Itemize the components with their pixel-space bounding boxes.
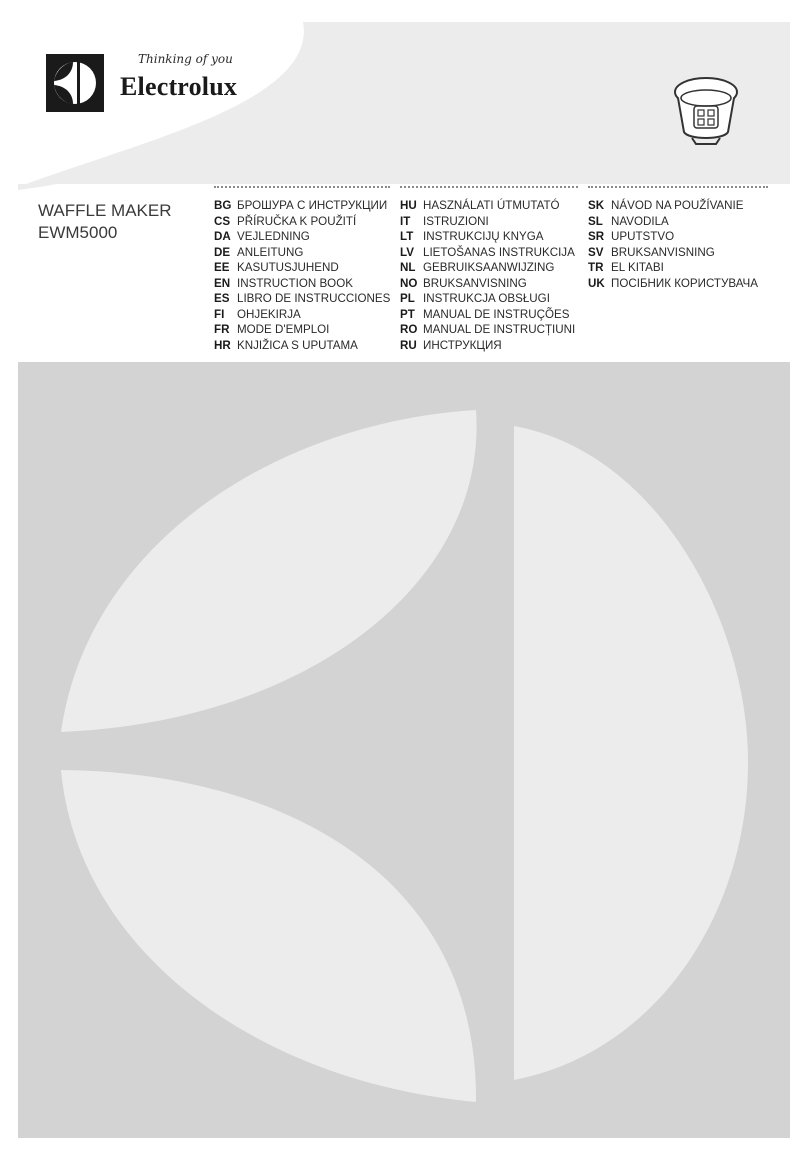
language-label: UPUTSTVO	[611, 230, 675, 243]
product-type: WAFFLE MAKER	[38, 201, 172, 220]
language-code: FR	[214, 323, 230, 336]
language-code: SK	[588, 199, 605, 212]
language-code: ES	[214, 292, 230, 305]
language-code: HU	[400, 199, 417, 212]
language-label: EL KITABI	[611, 261, 664, 274]
language-code: RO	[400, 323, 418, 336]
language-row	[214, 338, 390, 354]
language-row	[214, 276, 390, 292]
language-row	[214, 291, 390, 307]
product-title	[38, 200, 172, 244]
language-code: LT	[400, 230, 414, 243]
brand-tagline: Thinking of you	[138, 52, 233, 66]
language-row	[214, 245, 390, 261]
language-row	[214, 307, 390, 323]
language-label: INSTRUKCJA OBSŁUGI	[423, 292, 550, 305]
language-row	[588, 245, 768, 261]
language-label: ISTRUZIONI	[423, 214, 489, 228]
language-label: BRUKSANVISNING	[611, 245, 715, 259]
language-label: KNJIŽICA S UPUTAMA	[237, 338, 358, 352]
electrolux-logo-icon	[46, 54, 104, 112]
language-column-3	[588, 186, 768, 291]
language-row	[588, 229, 768, 245]
language-label: VEJLEDNING	[237, 230, 310, 243]
language-label: ПОСІБНИК КОРИСТУВАЧА	[611, 276, 759, 290]
language-code: TR	[588, 261, 604, 274]
brand-name: Electrolux	[120, 72, 238, 101]
language-row	[400, 307, 578, 323]
language-code: DA	[214, 230, 231, 243]
divider	[214, 186, 390, 188]
language-row	[400, 322, 578, 338]
language-row	[400, 338, 578, 354]
language-column-1	[214, 186, 390, 353]
language-code: SV	[588, 245, 604, 259]
language-label: BRUKSANVISNING	[423, 276, 527, 290]
language-row	[400, 276, 578, 292]
divider	[400, 186, 578, 188]
language-row	[400, 291, 578, 307]
language-code: IT	[400, 214, 411, 228]
language-code: DE	[214, 245, 231, 259]
language-code: FI	[214, 307, 225, 321]
language-row	[400, 229, 578, 245]
product-model: EWM5000	[38, 223, 118, 242]
language-code: SL	[588, 214, 603, 228]
language-row	[400, 260, 578, 276]
language-code: BG	[214, 199, 232, 212]
language-label: MANUAL DE INSTRUÇÕES	[423, 307, 570, 321]
language-label: HASZNÁLATI ÚTMUTATÓ	[423, 199, 560, 212]
language-code: LV	[400, 245, 414, 259]
language-row	[588, 198, 768, 214]
divider	[588, 186, 768, 188]
language-code: SR	[588, 230, 605, 243]
language-code: CS	[214, 214, 231, 228]
language-label: OHJEKIRJA	[237, 307, 301, 321]
language-row	[214, 214, 390, 230]
language-row	[214, 260, 390, 276]
language-code: PT	[400, 307, 415, 321]
language-row	[588, 260, 768, 276]
language-row	[214, 229, 390, 245]
language-label: PŘÍRUČKA K POUŽITÍ	[237, 214, 357, 228]
language-row	[214, 198, 390, 214]
language-code: NO	[400, 276, 418, 290]
language-column-2	[400, 186, 578, 353]
language-label: ANLEITUNG	[237, 245, 304, 259]
manual-cover	[18, 22, 790, 1138]
language-label: INSTRUCTION BOOK	[237, 276, 353, 290]
language-code: RU	[400, 338, 417, 352]
language-label: БРОШУРА С ИНСТРУКЦИИ	[237, 199, 388, 212]
language-row	[400, 198, 578, 214]
language-code: PL	[400, 292, 415, 305]
language-code: HR	[214, 338, 231, 352]
waffle-maker-icon	[670, 76, 742, 148]
language-label: ИНСТРУКЦИЯ	[423, 338, 502, 352]
language-label: MANUAL DE INSTRUCȚIUNI	[423, 323, 576, 336]
language-code: EE	[214, 261, 230, 274]
language-code: UK	[588, 276, 605, 290]
language-label: GEBRUIKSAANWIJZING	[423, 261, 555, 274]
language-label: LIBRO DE INSTRUCCIONES	[237, 292, 391, 305]
language-row	[588, 276, 768, 292]
language-row	[214, 322, 390, 338]
language-label: MODE D'EMPLOI	[237, 323, 330, 336]
language-row	[400, 245, 578, 261]
language-label: INSTRUKCIJŲ KNYGA	[423, 230, 544, 243]
language-label: NAVODILA	[611, 214, 669, 228]
language-code: EN	[214, 276, 231, 290]
language-label: NÁVOD NA POUŽÍVANIE	[611, 199, 744, 212]
language-label: KASUTUSJUHEND	[237, 261, 339, 274]
language-row	[588, 214, 768, 230]
language-code: NL	[400, 261, 416, 274]
language-row	[400, 214, 578, 230]
language-label: LIETOŠANAS INSTRUKCIJA	[423, 245, 575, 259]
